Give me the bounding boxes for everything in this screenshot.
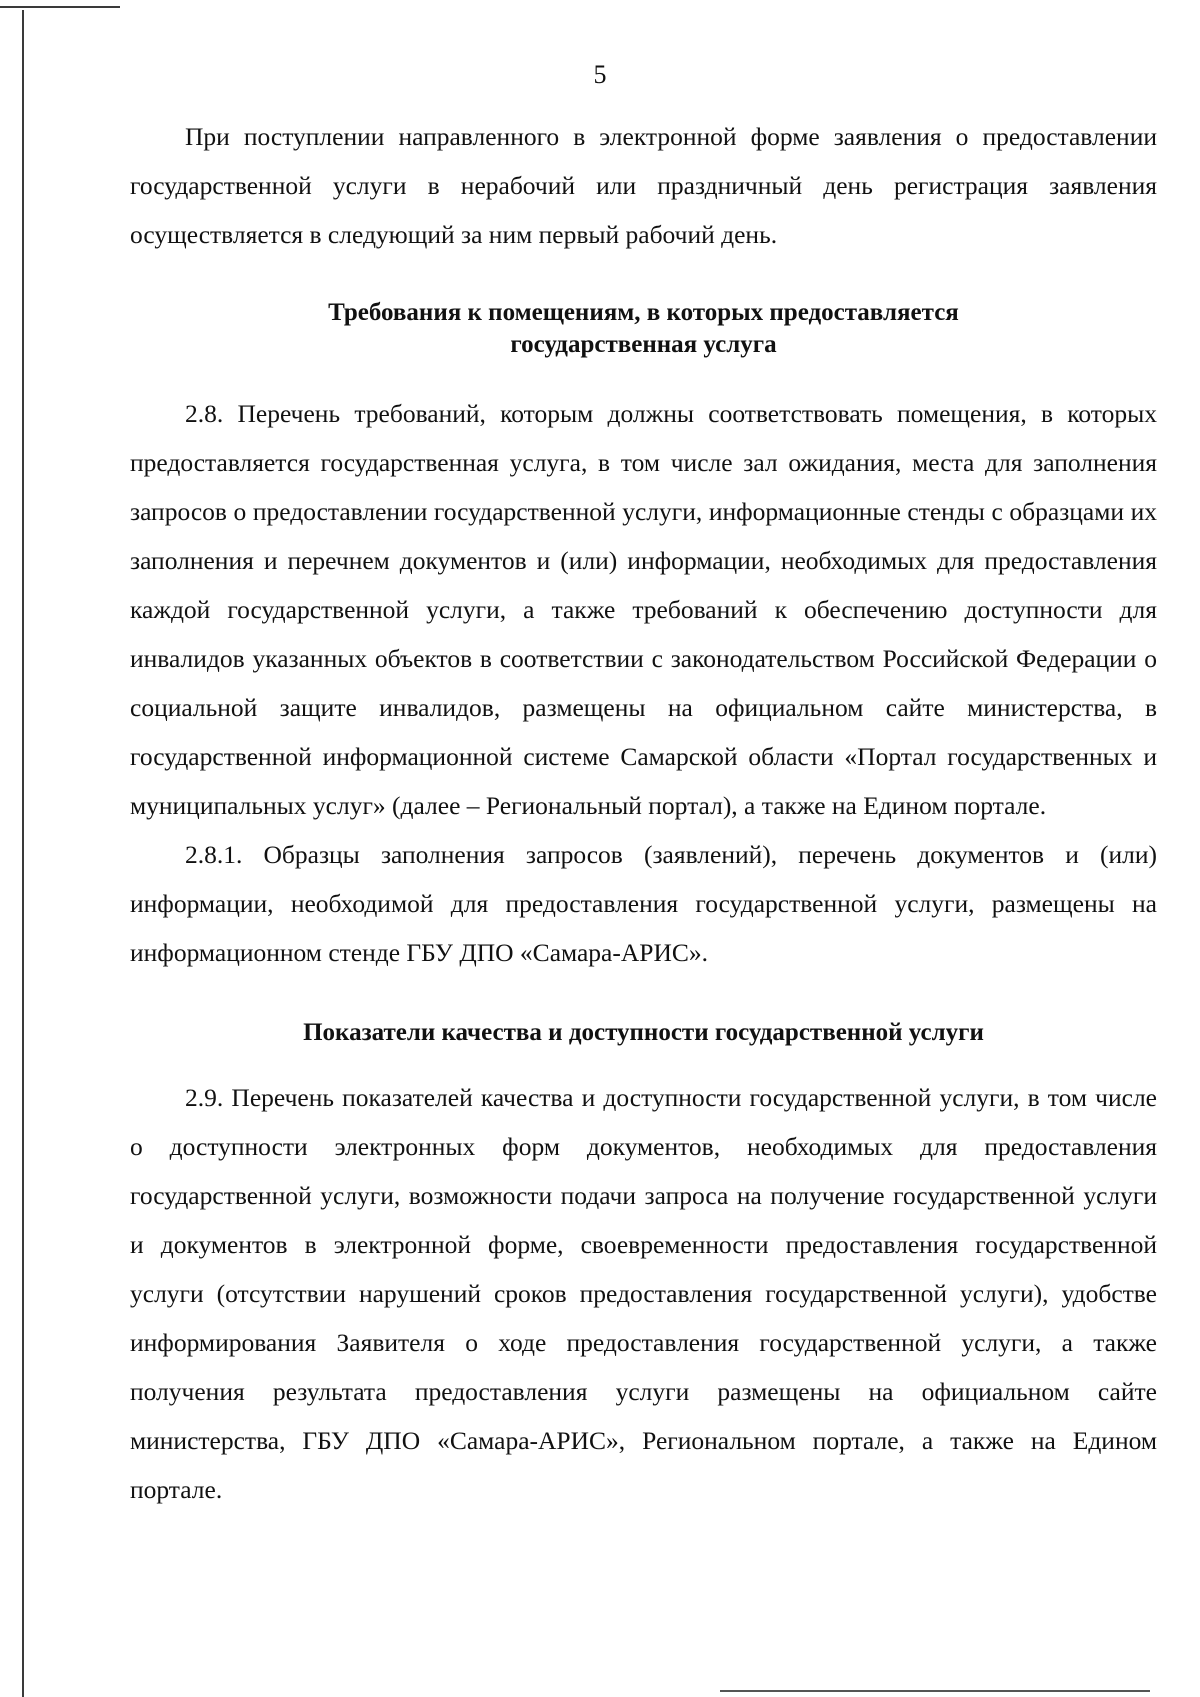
section-heading-quality: Показатели качества и доступности государственной услуги xyxy=(303,1019,984,1046)
section-heading-premises xyxy=(130,297,1157,361)
scan-top-edge xyxy=(0,6,120,8)
document-body xyxy=(130,112,1157,1514)
paragraph-2-9: 2.9. Перечень показателей качества и доступности государственной услуги, в том числе о доступности электронных форм документов, необходимых для предоставления государственной услуги, возможности подачи запроса на получение государственной услуги и документов в электронной форме, своевременности предоставления государственной услуги (отсутствии нарушений сроков предоставления государственной услуги), удобстве информирования Заявителя о ходе предоставления государственной услуги, а также получения результата предоставления услуги размещены на официальном сайте министерства, ГБУ ДПО «Самара-АРИС», Региональном портале, а также на Едином портале. xyxy=(130,1083,1157,1504)
paragraph-2-8-1: 2.8.1. Образцы заполнения запросов (заявлений), перечень документов и (или) информации, необходимой для предоставления государственной услуги, размещены на информационном стенде ГБУ ДПО «Самара-АРИС». xyxy=(130,840,1157,967)
scan-bottom-edge xyxy=(720,1690,1150,1692)
page-number: 5 xyxy=(593,60,607,89)
section-heading-premises-line2: государственная услуга xyxy=(510,331,777,358)
scan-left-edge xyxy=(22,10,24,1697)
section-heading-premises-line1: Требования к помещениям, в которых предоставляется xyxy=(328,299,959,326)
paragraph-registration: При поступлении направленного в электронной форме заявления о предоставлении государственной услуги в нерабочий или праздничный день регистрация заявления осуществляется в следующий за ним первый рабочий день. xyxy=(130,122,1157,249)
paragraph-2-8: 2.8. Перечень требований, которым должны соответствовать помещения, в которых предоставляется государственная услуга, в том числе зал ожидания, места для заполнения запросов о предоставлении государственной услуги, информационные стенды с образцами их заполнения и перечнем документов и (или) информации, необходимых для предоставления каждой государственной услуги, а также требований к обеспечению доступности для инвалидов указанных объектов в соответствии с законодательством Российской Федерации о социальной защите инвалидов, размещены на официальном сайте министерства, в государственной информационной системе Самарской области «Портал государственных и муниципальных услуг» (далее – Региональный портал), а также на Едином портале. xyxy=(130,399,1157,820)
